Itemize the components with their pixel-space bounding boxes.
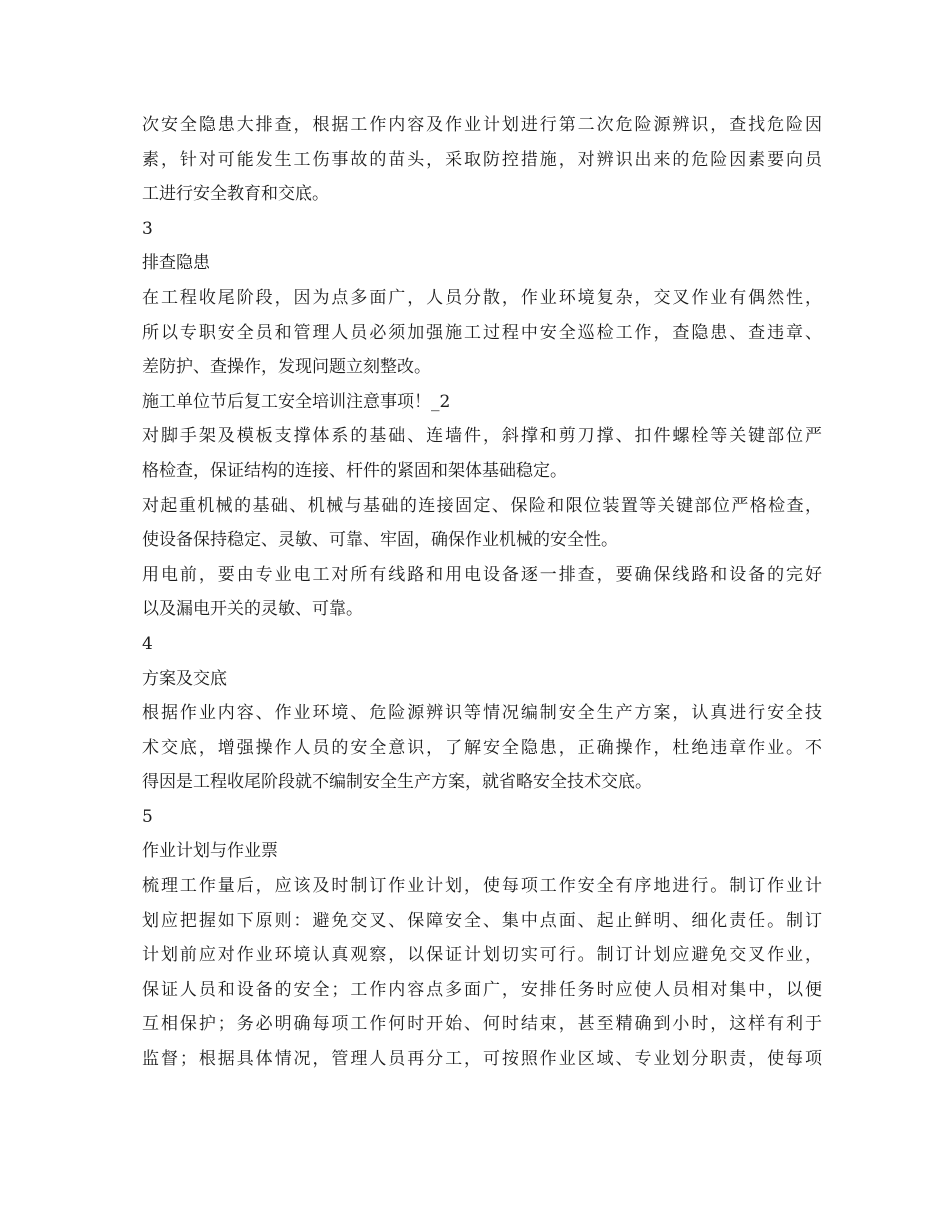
text-line: 术交底，增强操作人员的安全意识，了解安全隐患，正确操作，杜绝违章作业。不 <box>142 737 822 758</box>
text-line: 对起重机械的基础、机械与基础的连接固定、保险和限位装置等关键部位严格检查， <box>142 495 822 516</box>
text-line: 保证人员和设备的安全；工作内容点多面广，安排任务时应使人员相对集中，以便 <box>142 979 822 1000</box>
text-line: 用电前，要由专业电工对所有线路和用电设备逐一排查，要确保线路和设备的完好 <box>142 564 822 585</box>
text-line: 5 <box>142 806 153 827</box>
text-line: 施工单位节后复工安全培训注意事项！_2 <box>142 391 451 412</box>
text-line: 以及漏电开关的灵敏、可靠。 <box>142 599 363 620</box>
text-line: 差防护、查操作，发现问题立刻整改。 <box>142 357 431 378</box>
document-page <box>142 108 822 1077</box>
text-line: 使设备保持稳定、灵敏、可靠、牢固，确保作业机械的安全性。 <box>142 530 618 551</box>
text-line: 格检查，保证结构的连接、杆件的紧固和架体基础稳定。 <box>142 460 567 481</box>
text-line: 排查隐患 <box>142 253 210 274</box>
text-line: 根据作业内容、作业环境、危险源辨识等情况编制安全生产方案，认真进行安全技 <box>142 703 822 724</box>
text-line: 方案及交底 <box>142 668 227 689</box>
text-line: 划应把握如下原则：避免交叉、保障安全、集中点面、起止鲜明、细化责任。制订 <box>142 910 822 931</box>
text-line: 在工程收尾阶段，因为点多面广，人员分散，作业环境复杂，交叉作业有偶然性， <box>142 287 822 308</box>
text-line: 得因是工程收尾阶段就不编制安全生产方案，就省略安全技术交底。 <box>142 772 652 793</box>
text-line: 监督；根据具体情况，管理人员再分工，可按照作业区域、专业划分职责，使每项 <box>142 1049 822 1070</box>
text-line: 作业计划与作业票 <box>142 841 278 862</box>
text-line: 梳理工作量后，应该及时制订作业计划，使每项工作安全有序地进行。制订作业计 <box>142 876 822 897</box>
text-line: 3 <box>142 218 153 239</box>
text-line: 对脚手架及模板支撑体系的基础、连墙件，斜撑和剪刀撑、扣件螺栓等关键部位严 <box>142 426 822 447</box>
text-line: 所以专职安全员和管理人员必须加强施工过程中安全巡检工作，查隐患、查违章、 <box>142 322 822 343</box>
text-line: 4 <box>142 633 153 654</box>
text-line: 次安全隐患大排查，根据工作内容及作业计划进行第二次危险源辨识，查找危险因 <box>142 115 822 135</box>
text-line: 工进行安全教育和交底。 <box>142 184 329 205</box>
text-line: 素，针对可能发生工伤事故的苗头，采取防控措施，对辨识出来的危险因素要向员 <box>142 149 822 170</box>
text-line: 互相保护；务必明确每项工作何时开始、何时结束，甚至精确到小时，这样有利于 <box>142 1014 822 1035</box>
text-line: 计划前应对作业环境认真观察，以保证计划切实可行。制订计划应避免交叉作业， <box>142 945 822 966</box>
